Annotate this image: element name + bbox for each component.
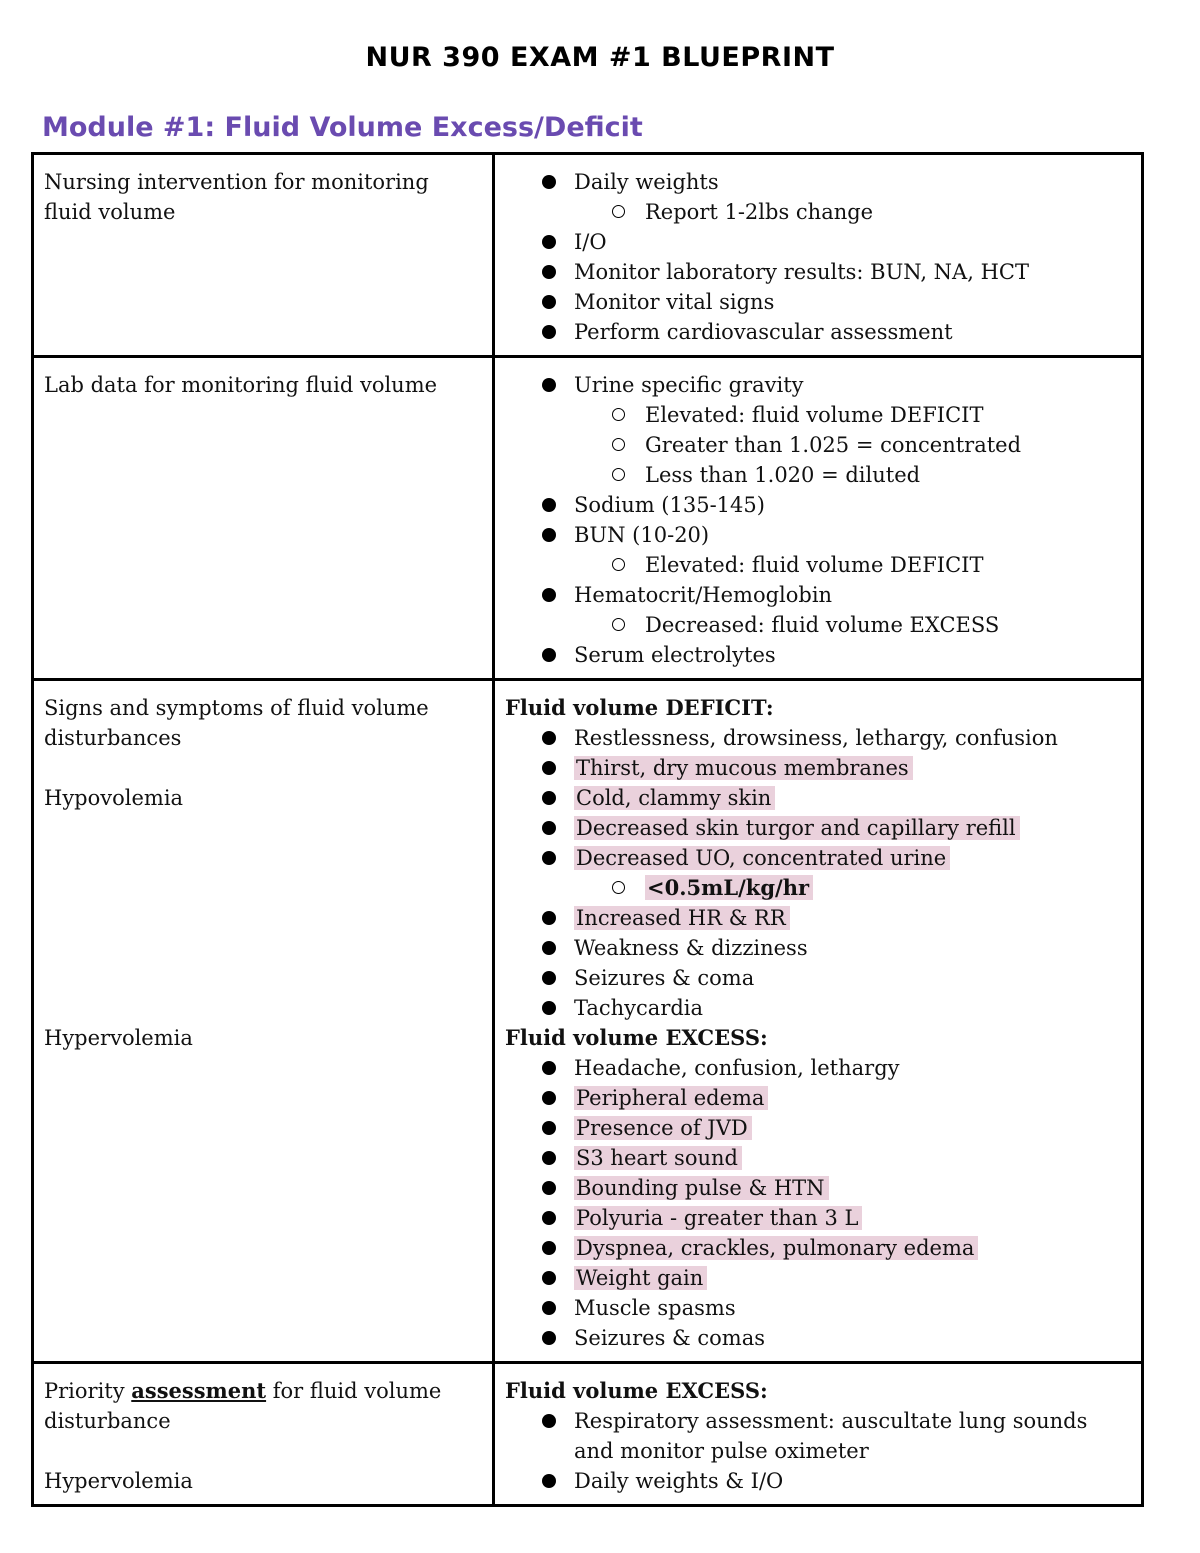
list-item (505, 993, 1131, 1023)
item-text: Headache, confusion, lethargy (574, 1056, 900, 1080)
row-label: Signs and symptoms of fluid volume (44, 696, 429, 720)
table-row (33, 357, 1143, 680)
row-content-cell (494, 357, 1143, 680)
row-label (44, 1376, 482, 1406)
list-item: Daily weights & I/O (505, 1466, 1131, 1496)
list-item: Perform cardiovascular assessment (505, 317, 1131, 347)
item-text: Restlessness, drowsiness, lethargy, confusion (574, 726, 1058, 750)
row-content-cell (494, 680, 1143, 1363)
item-text: Seizures & comas (574, 1326, 766, 1350)
sub-list-item: Decreased: fluid volume EXCESS (505, 610, 1131, 640)
row-label-cell (33, 1363, 494, 1506)
table-row (33, 1363, 1143, 1506)
list-item (505, 1083, 1131, 1113)
excess-heading: Fluid volume EXCESS: (505, 1378, 768, 1403)
list-item: Serum electrolytes (505, 640, 1131, 670)
sub-list-item: Elevated: fluid volume DEFICIT (505, 400, 1131, 430)
item-text: Muscle spasms (574, 1296, 736, 1320)
table-row (33, 154, 1143, 357)
list-item: I/O (505, 227, 1131, 257)
hypervolemia-label: Hypervolemia (44, 1026, 193, 1050)
row-label: disturbance (44, 1409, 171, 1433)
bullet-list (505, 167, 1131, 347)
sub-list-item: Less than 1.020 = diluted (505, 460, 1131, 490)
highlighted-text: Polyuria - greater than 3 L (574, 1206, 862, 1230)
list-item (505, 1173, 1131, 1203)
spacer (44, 753, 482, 783)
label-suffix: for fluid volume (266, 1379, 442, 1403)
bullet-list (505, 1406, 1131, 1496)
list-item: Monitor vital signs (505, 287, 1131, 317)
highlighted-text: S3 heart sound (574, 1146, 742, 1170)
highlighted-text: Presence of JVD (574, 1116, 752, 1140)
list-item (505, 813, 1131, 843)
row-content-cell (494, 154, 1143, 357)
sub-list-item: Report 1-2lbs change (505, 197, 1131, 227)
list-item: BUN (10-20) (505, 520, 1131, 550)
list-item (505, 723, 1131, 753)
emphasized-word: assessment (131, 1378, 267, 1403)
blueprint-table (31, 152, 1144, 1507)
item-text: Tachycardia (574, 996, 704, 1020)
row-label-cell (33, 154, 494, 357)
list-item (505, 783, 1131, 813)
highlighted-text: Bounding pulse & HTN (574, 1176, 829, 1200)
list-item (505, 1113, 1131, 1143)
sub-list-item (505, 873, 1131, 903)
list-item: Respiratory assessment: auscultate lung sounds and monitor pulse oximeter (505, 1406, 1131, 1466)
hypervolemia-label: Hypervolemia (44, 1469, 193, 1493)
excess-list (505, 1053, 1131, 1353)
highlighted-text: Decreased skin turgor and capillary refill (574, 816, 1020, 840)
list-item (505, 1323, 1131, 1353)
spacer (44, 813, 482, 843)
spacer (44, 843, 482, 873)
list-item (505, 843, 1131, 873)
sub-list-item: Elevated: fluid volume DEFICIT (505, 550, 1131, 580)
item-text: Seizures & coma (574, 966, 755, 990)
list-item: Daily weights (505, 167, 1131, 197)
bullet-list (505, 370, 1131, 670)
row-label: disturbances (44, 726, 182, 750)
spacer (44, 993, 482, 1023)
highlighted-text: Thirst, dry mucous membranes (574, 756, 913, 780)
list-item (505, 903, 1131, 933)
list-item (505, 933, 1131, 963)
spacer (44, 873, 482, 903)
list-item (505, 1263, 1131, 1293)
list-item: Hematocrit/Hemoglobin (505, 580, 1131, 610)
row-label-cell (33, 680, 494, 1363)
document-title: NUR 390 EXAM #1 BLUEPRINT (365, 42, 835, 73)
highlighted-text: Cold, clammy skin (574, 786, 775, 810)
list-item (505, 1293, 1131, 1323)
sub-list-item: Greater than 1.025 = concentrated (505, 430, 1131, 460)
label-prefix: Priority (44, 1379, 132, 1403)
deficit-list (505, 723, 1131, 1023)
list-item (505, 1053, 1131, 1083)
item-text: Weakness & dizziness (574, 936, 808, 960)
list-item (505, 753, 1131, 783)
deficit-heading: Fluid volume DEFICIT: (505, 695, 774, 720)
row-label-cell (33, 357, 494, 680)
spacer (44, 963, 482, 993)
module-title: Module #1: Fluid Volume Excess/Deficit (42, 112, 643, 143)
row-label: fluid volume (44, 200, 176, 224)
spacer (44, 903, 482, 933)
row-content-cell (494, 1363, 1143, 1506)
list-item: Sodium (135-145) (505, 490, 1131, 520)
highlighted-text: Decreased UO, concentrated urine (574, 846, 950, 870)
table-row (33, 680, 1143, 1363)
list-item: Monitor laboratory results: BUN, NA, HCT (505, 257, 1131, 287)
excess-heading: Fluid volume EXCESS: (505, 1025, 768, 1050)
row-label: Lab data for monitoring fluid volume (44, 373, 438, 397)
list-item: Urine specific gravity (505, 370, 1131, 400)
list-item (505, 1203, 1131, 1233)
list-item (505, 963, 1131, 993)
highlighted-text: Dyspnea, crackles, pulmonary edema (574, 1236, 978, 1260)
highlighted-text: Peripheral edema (574, 1086, 768, 1110)
hypovolemia-label: Hypovolemia (44, 786, 184, 810)
spacer (44, 1436, 482, 1466)
list-item (505, 1233, 1131, 1263)
spacer (44, 933, 482, 963)
highlighted-text: Increased HR & RR (574, 906, 790, 930)
highlighted-text: <0.5mL/kg/hr (645, 875, 813, 900)
highlighted-text: Weight gain (574, 1266, 707, 1290)
list-item (505, 1143, 1131, 1173)
row-label: Nursing intervention for monitoring (44, 170, 429, 194)
